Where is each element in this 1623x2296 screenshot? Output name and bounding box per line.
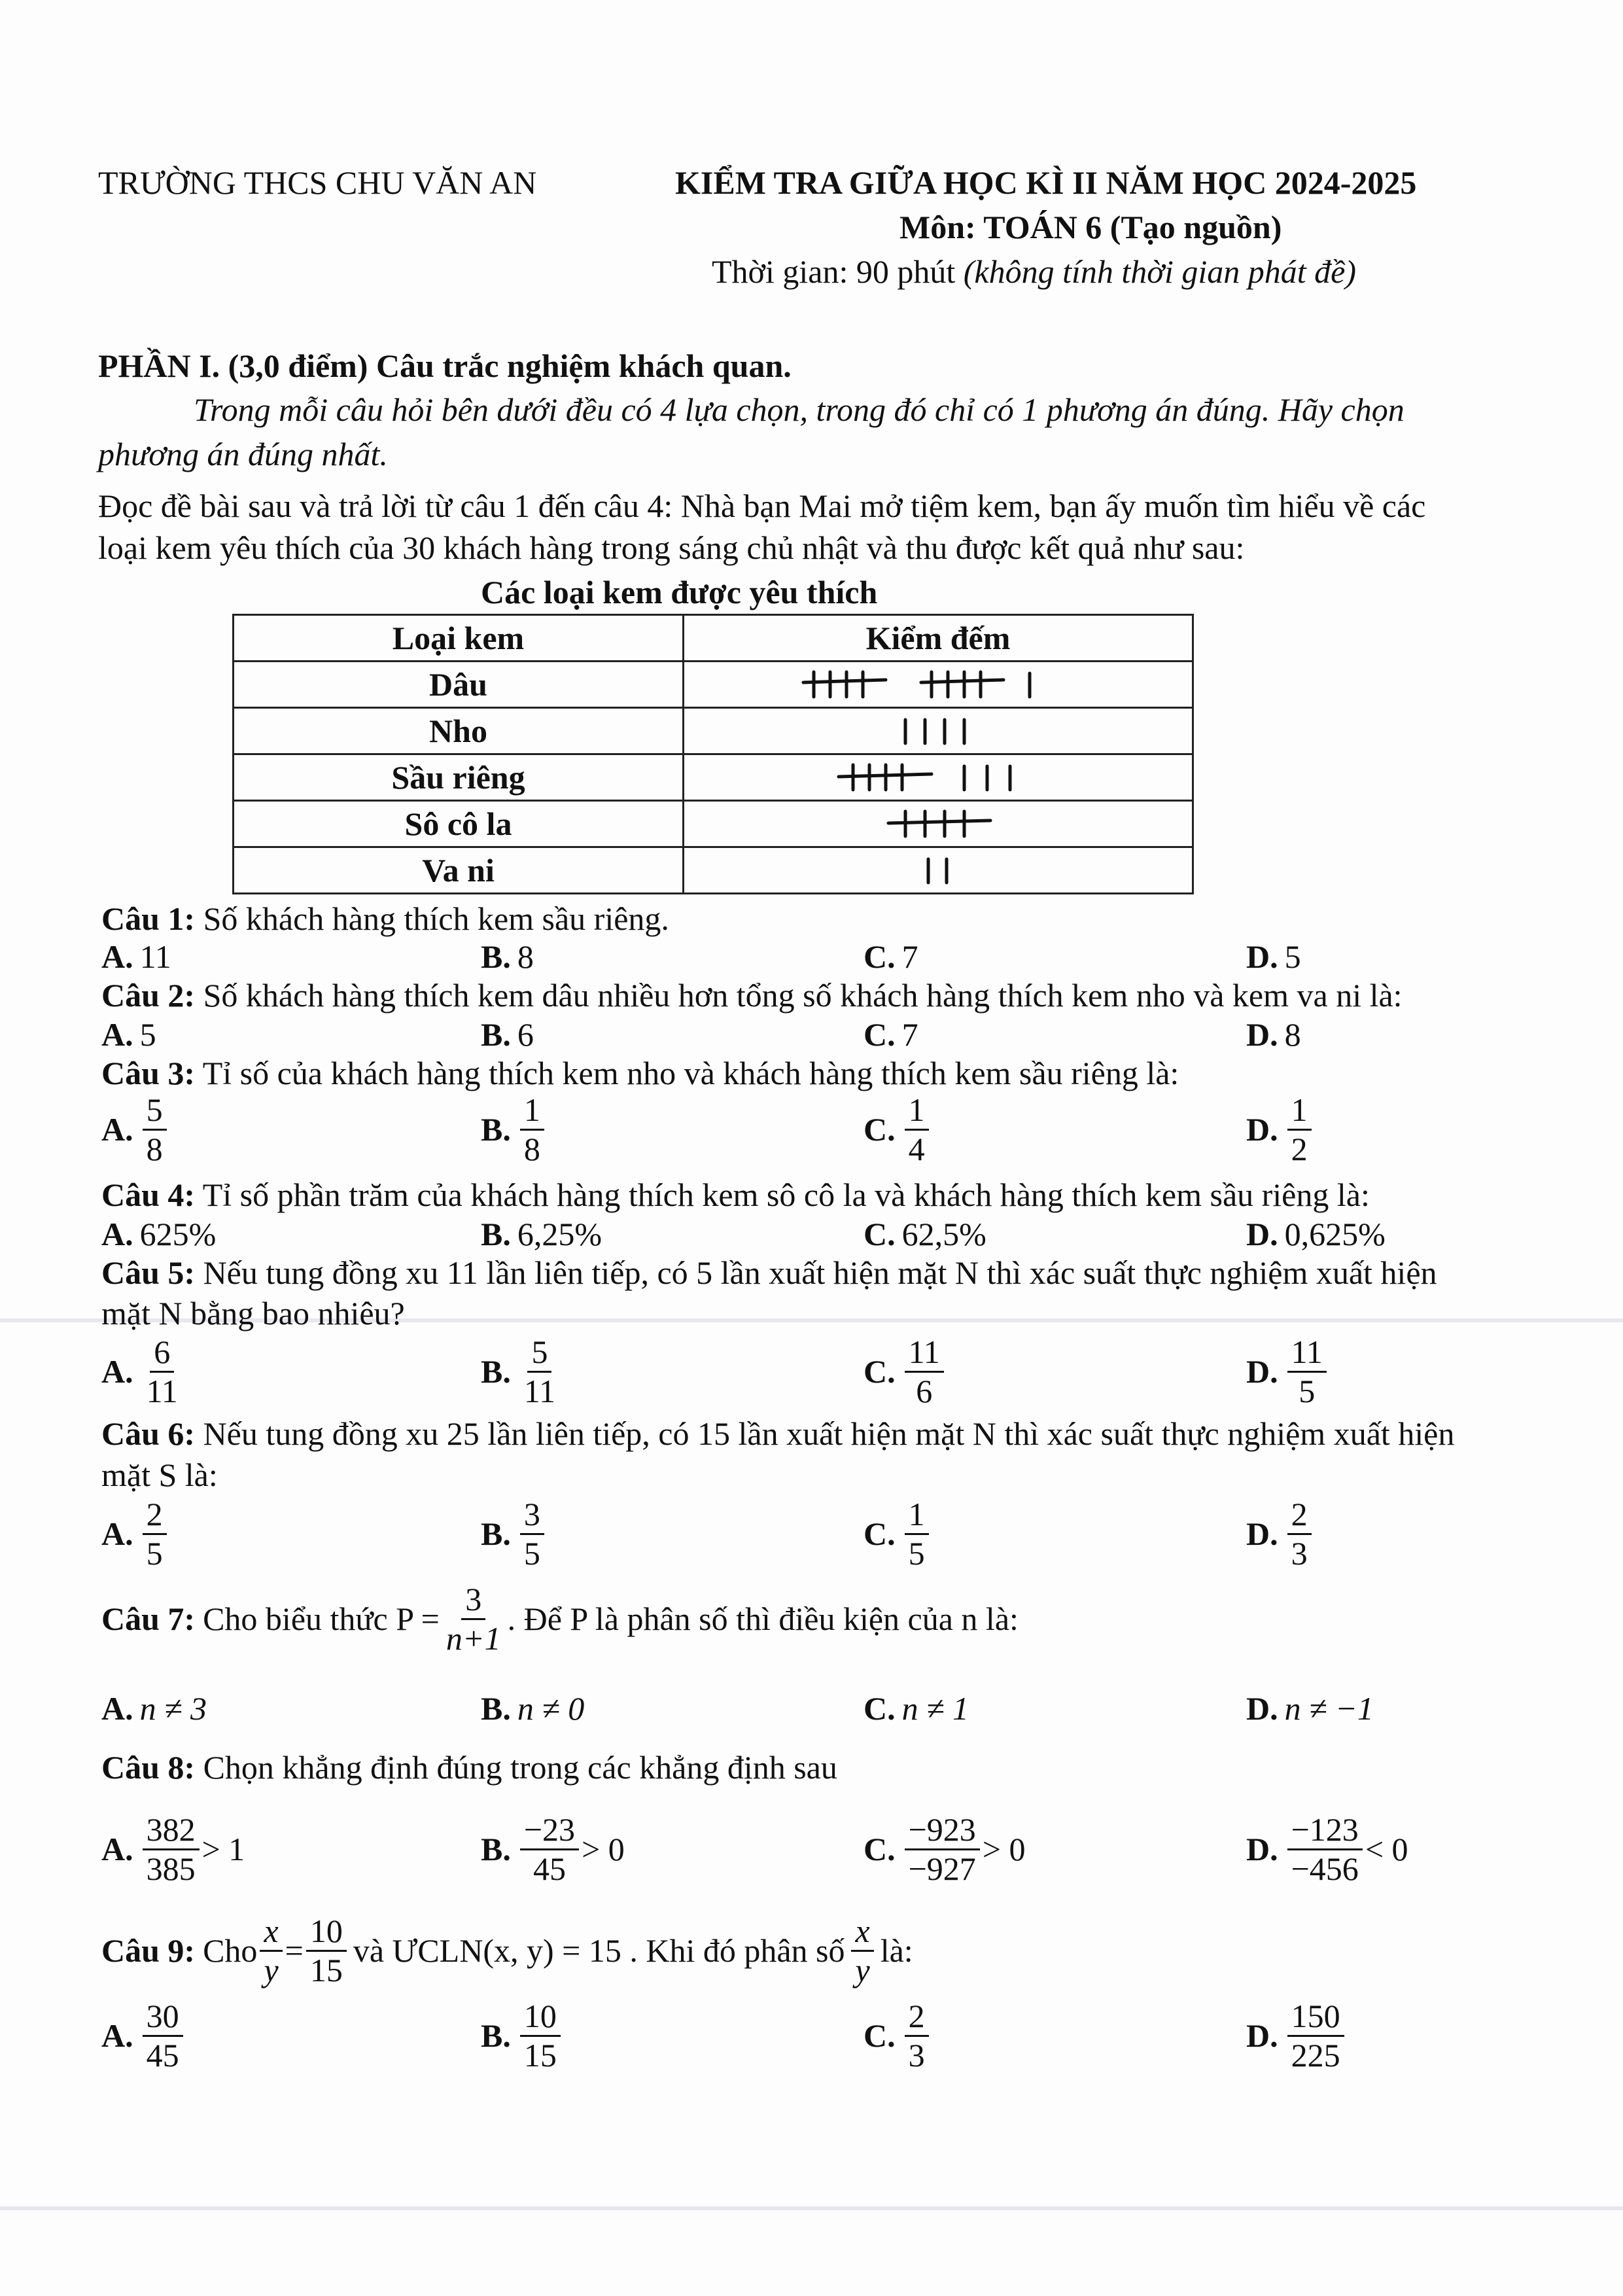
- q9-option-a[interactable]: A. $\frac{30}{45}$: [101, 1999, 186, 2072]
- tally-11-icon: [801, 668, 1075, 701]
- q2-text: Số khách hàng thích kem dâu nhiều hơn tổng số khách hàng thích kem nho và kem va ni là:: [203, 977, 1403, 1014]
- q3-option-a[interactable]: A. $\frac{5}{8}$: [101, 1093, 169, 1166]
- q6-text-1: Nếu tung đồng xu 25 lần liên tiếp, có 15 lần xuất hiện mặt N thì xác suất thực nghiệm xuất hiện: [203, 1415, 1455, 1452]
- table-row: [234, 847, 1193, 894]
- q9-option-c[interactable]: C. $\frac{2}{3}$: [864, 1999, 932, 2072]
- intro-line-1: Đọc đề bài sau và trả lời từ câu 1 đến câu 4: Nhà bạn Mai mở tiệm kem, bạn ấy muốn tìm hiểu về các: [98, 487, 1426, 524]
- q8-option-a[interactable]: A. $\frac{382}{385}$ > 1: [101, 1811, 245, 1887]
- question-5: [101, 1252, 1437, 1294]
- q3-label: Câu 3:: [101, 1055, 196, 1091]
- exam-title: KIỂM TRA GIỮA HỌC KÌ II NĂM HỌC 2024-2025: [675, 164, 1417, 201]
- tally-marks: [684, 708, 1193, 754]
- tally-table: [232, 614, 1194, 894]
- q3-option-b[interactable]: B. $\frac{1}{8}$: [481, 1093, 547, 1166]
- question-8: [101, 1747, 837, 1788]
- q7-fraction: $\frac{3}{n+1}$: [445, 1581, 501, 1657]
- q9-option-b[interactable]: B. $\frac{10}{15}$: [481, 1999, 563, 2072]
- table-row: [234, 662, 1193, 708]
- q4-text: Tỉ số phần trăm của khách hàng thích kem sô cô la và khách hàng thích kem sầu riêng là:: [202, 1176, 1370, 1213]
- q5-option-b[interactable]: B. $\frac{5}{11}$: [481, 1333, 556, 1409]
- q7-option-c[interactable]: C. n ≠ 1: [864, 1690, 969, 1727]
- q8-label: Câu 8:: [101, 1749, 196, 1786]
- school-name: TRƯỜNG THCS CHU VĂN AN: [98, 164, 537, 201]
- part1-heading: PHẦN I. (3,0 điểm): [98, 347, 368, 384]
- q2-label: Câu 2:: [101, 977, 196, 1014]
- question-3: [101, 1053, 1179, 1094]
- question-1: [101, 898, 669, 940]
- q9-option-d[interactable]: D. $\frac{150}{225}$: [1246, 1999, 1347, 2072]
- q2-option-a[interactable]: A. 5: [101, 1016, 156, 1053]
- tally-8-icon: [833, 761, 1043, 794]
- q8-option-b[interactable]: B. $\frac{-23}{45}$ > 0: [481, 1811, 625, 1887]
- tally-marks: [684, 801, 1193, 847]
- scan-artifact: [0, 2206, 1623, 2210]
- header-kiem-dem: Kiểm đếm: [684, 615, 1193, 662]
- q9-fraction-xy-2: $\frac{x}{y}$: [851, 1914, 873, 1987]
- q8-option-d[interactable]: D. $\frac{-123}{-456}$ < 0: [1246, 1811, 1408, 1887]
- q4-option-d[interactable]: D. 0,625%: [1246, 1216, 1386, 1252]
- q8-text: Chọn khẳng định đúng trong các khẳng định sau: [203, 1749, 837, 1786]
- q4-option-a[interactable]: A. 625%: [101, 1216, 217, 1252]
- q9-fraction-xy: $\frac{x}{y}$: [260, 1914, 282, 1987]
- q1-option-a[interactable]: A. 11: [101, 938, 171, 975]
- q5-label: Câu 5:: [101, 1254, 196, 1291]
- instruction-line-2: phương án đúng nhất.: [98, 436, 388, 472]
- flavor-name: Dâu: [234, 662, 684, 708]
- q5-option-c[interactable]: C. $\frac{11}{6}$: [864, 1335, 947, 1408]
- q3-option-d[interactable]: D. $\frac{1}{2}$: [1246, 1093, 1314, 1166]
- flavor-name: Sô cô la: [234, 801, 684, 847]
- q3-option-c[interactable]: C. $\frac{1}{4}$: [864, 1093, 932, 1166]
- q3-text: Tỉ số của khách hàng thích kem nho và khách hàng thích kem sầu riêng là:: [202, 1055, 1179, 1091]
- instruction-line-1: Trong mỗi câu hỏi bên dưới đều có 4 lựa chọn, trong đó chỉ có 1 phương án đúng. Hãy chọn: [194, 391, 1405, 428]
- tally-marks: [684, 662, 1193, 708]
- time-line: [712, 251, 1356, 292]
- q6-option-d[interactable]: D. $\frac{2}{3}$: [1246, 1497, 1314, 1570]
- q8-option-c[interactable]: C. $\frac{-923}{-927}$ > 0: [864, 1811, 1026, 1887]
- q7-option-b[interactable]: B. n ≠ 0: [481, 1690, 585, 1727]
- q2-option-b[interactable]: B. 6: [481, 1016, 534, 1053]
- q2-option-d[interactable]: D. 8: [1246, 1016, 1301, 1053]
- q4-option-c[interactable]: C. 62,5%: [864, 1216, 986, 1252]
- q4-option-b[interactable]: B. 6,25%: [481, 1216, 602, 1252]
- q9-label: Câu 9:: [101, 1932, 196, 1969]
- time-label: Thời gian: 90 phút: [712, 253, 956, 290]
- q7-text-before: Cho biểu thức P =: [203, 1600, 440, 1637]
- part1-subtitle: Câu trắc nghiệm khách quan.: [375, 347, 792, 384]
- question-6: [101, 1413, 1454, 1455]
- q7-option-d[interactable]: D. n ≠ −1: [1246, 1690, 1374, 1727]
- q1-label: Câu 1:: [101, 900, 196, 937]
- q5-text-2: mặt N bằng bao nhiêu?: [101, 1295, 405, 1332]
- q5-option-a[interactable]: A. $\frac{6}{11}$: [101, 1333, 178, 1409]
- header-loai-kem: Loại kem: [234, 615, 684, 662]
- q6-label: Câu 6:: [101, 1415, 196, 1452]
- flavor-name: Va ni: [234, 847, 684, 894]
- flavor-name: Nho: [234, 708, 684, 754]
- q5-text-1: Nếu tung đồng xu 11 lần liên tiếp, có 5 lần xuất hiện mặt N thì xác suất thực nghiệm xuất hiện: [203, 1254, 1437, 1291]
- q6-option-a[interactable]: A. $\frac{2}{5}$: [101, 1497, 169, 1570]
- tally-5-icon: [879, 807, 997, 840]
- q6-option-c[interactable]: C. $\frac{1}{5}$: [864, 1497, 932, 1570]
- table-row: [234, 801, 1193, 847]
- q1-option-d[interactable]: D. 5: [1246, 938, 1301, 975]
- q1-text: Số khách hàng thích kem sầu riêng.: [203, 900, 669, 937]
- question-2: [101, 975, 1403, 1016]
- tally-4-icon: [892, 715, 984, 747]
- q1-option-c[interactable]: C. 7: [864, 938, 918, 975]
- q6-text-2: mặt S là:: [101, 1457, 218, 1493]
- subject-line: Môn: TOÁN 6 (Tạo nguồn): [899, 209, 1282, 245]
- time-note: (không tính thời gian phát đề): [963, 253, 1356, 290]
- tally-2-icon: [915, 854, 961, 887]
- table-row: [234, 754, 1193, 801]
- question-7: [101, 1582, 1019, 1655]
- flavor-name: Sầu riêng: [234, 754, 684, 801]
- table-row: [234, 708, 1193, 754]
- q2-option-c[interactable]: C. 7: [864, 1016, 918, 1053]
- q7-text-after: . Để P là phân số thì điều kiện của n là:: [507, 1600, 1019, 1637]
- part1-title: [98, 345, 792, 387]
- tally-marks: [684, 754, 1193, 801]
- table-caption: Các loại kem được yêu thích: [481, 574, 878, 610]
- q5-option-d[interactable]: D. $\frac{11}{5}$: [1246, 1335, 1329, 1408]
- q6-option-b[interactable]: B. $\frac{3}{5}$: [481, 1497, 547, 1570]
- q9-text-mid: và ƯCLN(x, y) = 15 . Khi đó phân số: [353, 1932, 845, 1969]
- q1-option-b[interactable]: B. 8: [481, 938, 534, 975]
- q7-label: Câu 7:: [101, 1600, 196, 1637]
- q4-label: Câu 4:: [101, 1176, 196, 1213]
- tally-marks: [684, 847, 1193, 894]
- q7-option-a[interactable]: A. n ≠ 3: [101, 1690, 207, 1727]
- intro-line-2: loại kem yêu thích của 30 khách hàng trong sáng chủ nhật và thu được kết quả như sau:: [98, 529, 1245, 566]
- question-4: [101, 1174, 1370, 1216]
- q9-fraction-10-15: $\frac{10}{15}$: [306, 1914, 347, 1987]
- question-9: Câu 9: Cho $\frac{x}{y}$ = $\frac{10}{15}$ và ƯCLN(x, y) = 15 . Khi đó phân số $\frac{x}{y}$ là:: [101, 1913, 913, 1988]
